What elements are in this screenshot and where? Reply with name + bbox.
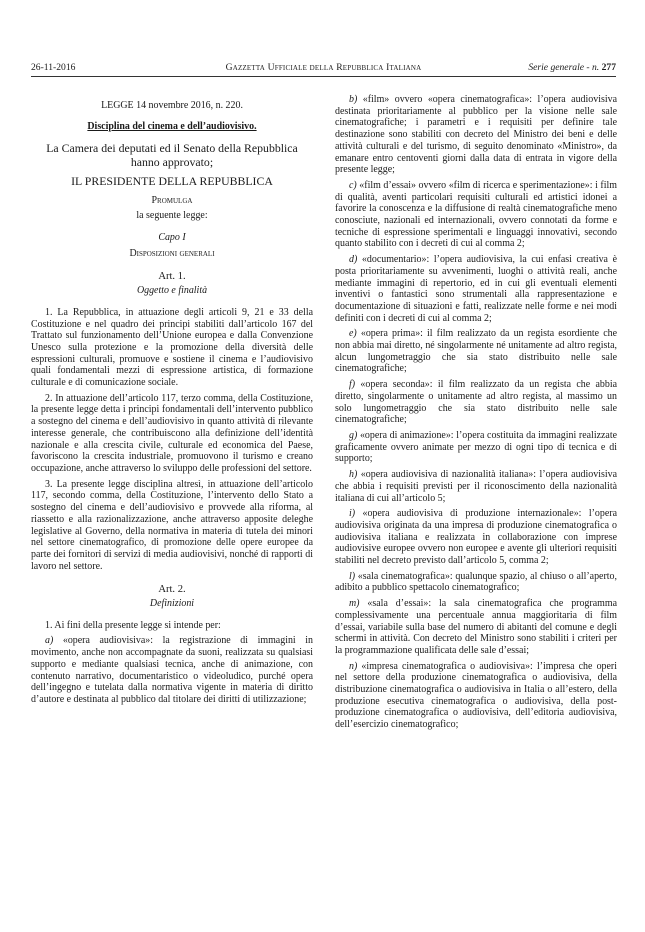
definition-f-label: f) [349, 379, 356, 391]
header-issue-number: 277 [601, 62, 616, 73]
header-serie-label: Serie generale - n. [528, 62, 602, 73]
header-gazette-title: Gazzetta Ufficiale della Repubblica Italiana [225, 62, 422, 73]
definition-c [335, 180, 617, 250]
article-1-paragraph-3: 3. La presente legge disciplina altresì, in attuazione dell’articolo 117, secondo comma, della Costituzione, l’intervento dello Stato a sostegno del cinema e dell’audiovisivo e provvede alla riforma, al riassetto e alla razionalizzazione, anche attraverso apposite deleghe legislative al Governo, della normativa in materia di tutela dei minori nel settore cinematografico, di promozione delle opere europee da parte dei fornitori di servizi di media audiovisivi, nonché di rapporti di lavoro nel settore. [31, 478, 313, 572]
article-2-title: Definizioni [149, 598, 195, 610]
definition-b-label: b) [349, 94, 358, 105]
definition-b-text: «film» ovvero «opera cinematografica»: l’opera audiovisiva destinata prioritariamente al pubblico per la visione nelle sale cinematografiche; i parametri e i requisiti per definire tale destinazione sono stabiliti con decreto del Ministro dei beni e delle attività culturali e del turismo, di seguito denominato «Ministro», da emanare entro centoventi giorni dalla data di entrata in vigore della presente legge; [335, 94, 617, 176]
page-header [31, 62, 616, 76]
promulga-label: Promulga [151, 194, 193, 206]
definition-b [335, 94, 617, 176]
definition-d-text: «documentario»: l’opera audiovisiva, la cui enfasi creativa è posta prioritariamente su avvenimenti, luoghi o attività reali, anche mediante immagini di repertorio, ed in cui gli eventuali elementi inventivi o fantastici sono strumentali alla rappresentazione e documentazione di situazioni e fatti, realizzate nelle forme e nei modi definiti con i decreti di cui al comma 2; [335, 254, 617, 324]
article-1-heading: Art. 1. [158, 271, 186, 283]
article-1-paragraph-2: 2. In attuazione dell’articolo 117, terzo comma, della Costituzione, la presente legge detta i principi fondamentali dell’intervento pubblico a sostegno del cinema e dell’audiovisivo in quanto attività di rilevante interesse generale, che contribuiscono alla definizione dell’identità nazionale e alla crescita civile, culturale ed economica del Paese, favoriscono la crescita industriale, promuovono il turismo e creano occupazione, anche attraverso lo sviluppo delle professioni del settore. [31, 392, 313, 474]
definition-e-label: e) [349, 328, 357, 340]
right-column [335, 94, 617, 735]
header-serie [528, 62, 616, 73]
definition-l-label: l) [349, 570, 356, 582]
definition-l-text: «sala cinematografica»: qualunque spazio, al chiuso o all’aperto, adibito a pubblico spettacolo cinematografico; [335, 570, 617, 594]
chambers-approval: La Camera dei deputati ed il Senato della Repubblica hanno approvato; [46, 141, 298, 169]
definition-a-text: «opera audiovisiva»: la registrazione di immagini in movimento, anche non accompagnate da suoni, realizzata su qualsiasi supporto e mediante qualsiasi tecnica, anche di animazione, con contenuto narrativo, documentaristico o videoludico, purché opera dell’ingegno e tutelata dalla normativa vigente in materia di diritto d’autore e destinata al pubblico dal titolare dei diritti di utilizzazione; [31, 635, 313, 705]
definition-d-label: d) [349, 254, 358, 266]
definition-i [335, 508, 617, 567]
definition-f-text: «opera seconda»: il film realizzato da un regista che abbia diretto, singolarmente o unitamente ad altro regista, al massimo un solo lungometraggio che sia stato distribuito nelle sale cinematografiche; [335, 379, 617, 426]
article-1-title: Oggetto e finalità [136, 285, 208, 297]
article-2-heading: Art. 2. [158, 584, 186, 596]
header-date: 26-11-2016 [31, 62, 76, 73]
article-2-intro: 1. Ai fini della presente legge si intende per: [45, 619, 221, 631]
definition-f [335, 379, 617, 426]
definition-g-text: «opera di animazione»: l’opera costituita da immagini realizzate graficamente ovvero animate per mezzo di ogni tipo di tecnica e di supporto; [335, 429, 617, 465]
definition-d [335, 254, 617, 324]
left-column [31, 94, 313, 710]
definition-c-label: c) [349, 179, 357, 191]
definition-m [335, 598, 617, 657]
president-heading: IL PRESIDENTE DELLA REPUBBLICA [71, 174, 273, 189]
law-subject: Disciplina del cinema e dell’audiovisivo. [87, 120, 257, 132]
definition-c-text: «film d’essai» ovvero «film di ricerca e sperimentazione»: i film di qualità, aventi particolari requisiti culturali ed artistici idonei a favorire la conoscenza e la diffusione di realtà cinematografiche meno conosciute, nazionali ed internazionali, ovvero connotati da forme e tecniche di espressione sperimentali e linguaggi innovativi, secondo quanto stabilito con i decreti di cui al comma 2; [335, 179, 617, 250]
definition-h-text: «opera audiovisiva di nazionalità italiana»: l’opera audiovisiva che abbia i requisiti previsti per il riconoscimento della nazionalità italiana di cui all’articolo 5; [335, 469, 617, 504]
definition-l [335, 571, 617, 594]
header-rule [31, 76, 616, 77]
definition-e-text: «opera prima»: il film realizzato da un regista esordiente che non abbia mai diretto, né singolarmente né unitamente ad altro regista, alcun lungometraggio che sia stato distribuito nelle sale cinematografiche; [335, 328, 617, 375]
definition-m-label: m) [349, 598, 360, 610]
definition-h-label: h) [349, 469, 358, 481]
definition-n-label: n) [349, 660, 358, 672]
definition-i-text: «opera audiovisiva di produzione internazionale»: l’opera audiovisiva originata da una impresa di produzione cinematografica o audiovisiva italiana e realizzata in collaborazione con imprese audiovisive europee ovvero non europee e avente gli ulteriori requisiti stabiliti nel decreto previsto dall’articolo 5, comma 2; [335, 508, 617, 567]
article-1-paragraph-1: 1. La Repubblica, in attuazione degli articoli 9, 21 e 33 della Costituzione e nel quadro dei principi stabiliti dall’articolo 167 del Trattato sul funzionamento dell’Unione europea e dalla Convenzione Unesco sulla protezione e la promozione della diversità delle espressioni culturali, promuove e sostiene il cinema e l’audiovisivo quali fondamentali mezzi di espressione artistica, di formazione culturale e di comunicazione sociale. [31, 306, 313, 389]
definition-g-label: g) [349, 429, 358, 441]
definition-g [335, 430, 617, 465]
definition-a-label: a) [45, 635, 54, 647]
definition-n [335, 661, 617, 731]
law-title: LEGGE 14 novembre 2016, n. 220. [101, 100, 243, 111]
definition-m-text: «sala d’essai»: la sala cinematografica che programma complessivamente una percentuale annua maggioritaria di film d’essai, variabile sulla base del numero di abitanti del comune e degli schermi in attività. Con decreto del Ministro sono stabiliti i criteri per la programmazione qualificata delle sale d’essai; [335, 598, 617, 656]
definition-n-text: «impresa cinematografica o audiovisiva»: l’impresa che operi nel settore della produzione cinematografica o audiovisiva, della distribuzione cinematografica o audiovisiva in Italia o all’estero, della produzione esecutiva cinematografica o audiovisiva, della post-produzione cinematografica o audiovisiva, dell’editoria audiovisiva, dell’esercizio cinematografico; [335, 660, 617, 731]
definition-i-label: i) [349, 508, 356, 520]
capo-title: Disposizioni generali [129, 247, 215, 259]
definition-e [335, 328, 617, 375]
definition-h [335, 469, 617, 504]
seguente-legge: la seguente legge: [136, 210, 208, 222]
definition-a [31, 635, 313, 705]
capo-heading: Capo I [158, 232, 186, 244]
